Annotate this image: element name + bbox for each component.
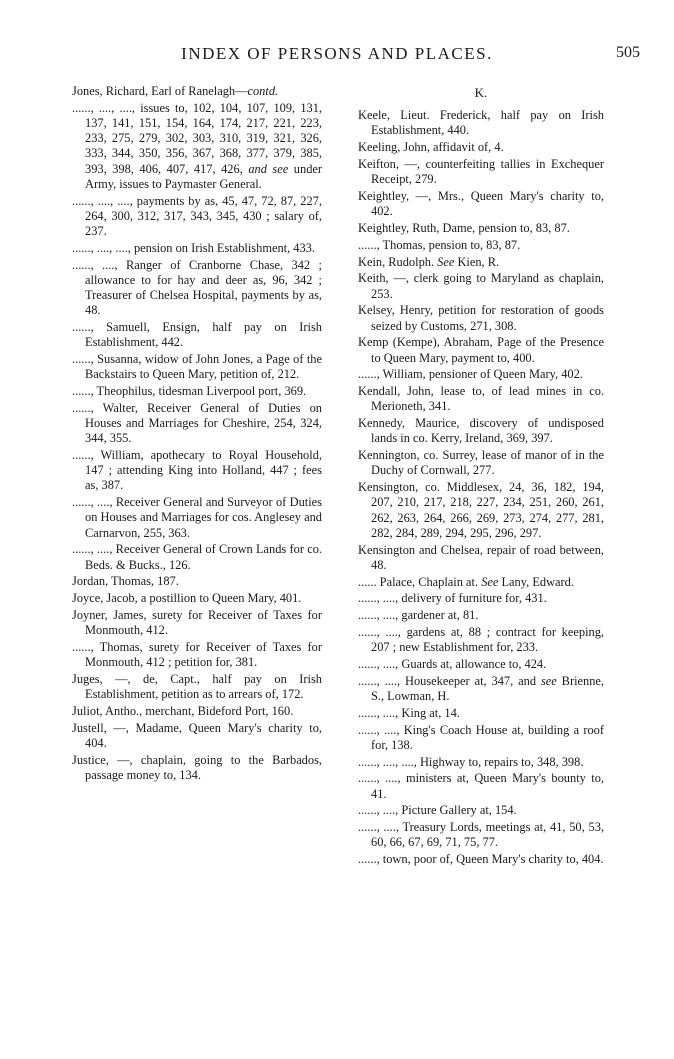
entry-text: Kensington, co. Middlesex, 24, 36, 182, 194, 207, 210, 217, 218, 227, 234, 251, 260, 261, 262, 263, 264, 266, 269, 273, 274, 277, 281, 282, 284, 289, 294, 295, 296, 297. <box>358 480 604 540</box>
index-entry <box>358 238 604 253</box>
entry-italic-text: and see <box>248 161 289 176</box>
entry-text: Jordan, Thomas, 187. <box>72 574 179 589</box>
entry-text: ...... Palace, Chaplain at. <box>358 574 482 589</box>
entry-text: ......, ...., Guards at, allowance to, 424. <box>358 656 547 671</box>
entry-text: ......, ...., ...., payments by as, 45, 47, 72, 87, 227, 264, 300, 312, 317, 343, 345, 430 ; salary of, 237. <box>72 193 322 239</box>
index-entry <box>72 591 322 606</box>
index-entry <box>72 241 322 256</box>
entry-text: Keightley, —, Mrs., Queen Mary's charity to, 402. <box>358 189 604 219</box>
index-entry <box>358 543 604 573</box>
index-entry <box>358 852 604 867</box>
entry-text: Keightley, Ruth, Dame, pension to, 83, 87. <box>358 221 570 235</box>
entry-text: ......, ...., ...., Highway to, repairs to, 348, 398. <box>358 754 584 769</box>
index-entry <box>358 771 604 801</box>
entry-italic-text: See <box>437 254 455 269</box>
entry-tail-text: Lany, Edward. <box>498 574 574 589</box>
index-entry <box>72 101 322 192</box>
entry-text: Jones, Richard, Earl of Ranelagh— <box>72 84 248 98</box>
index-entry <box>358 367 604 382</box>
entry-text: Keith, —, clerk going to Maryland as chaplain, 253. <box>358 271 604 301</box>
index-entry <box>358 723 604 753</box>
index-entry <box>72 753 322 783</box>
entry-tail-text: under Army, issues to Paymaster General. <box>85 161 323 191</box>
index-entry <box>358 803 604 818</box>
index-entry <box>72 721 322 751</box>
index-entry <box>72 384 322 399</box>
index-entry <box>72 84 322 99</box>
entry-text: ......, Thomas, surety for Receiver of Taxes for Monmouth, 412 ; petition for, 381. <box>72 640 322 670</box>
index-entry <box>358 416 604 446</box>
entry-italic-text: see <box>540 673 557 688</box>
entry-text: Justell, —, Madame, Queen Mary's charity to, 404. <box>72 720 322 751</box>
index-entry <box>358 820 604 850</box>
entry-text: Juges, —, de, Capt., half pay on Irish Establishment, petition as to arrears of, 172. <box>72 672 322 702</box>
entry-text: Joyner, James, surety for Receiver of Taxes for Monmouth, 412. <box>72 608 322 638</box>
entry-tail-text: Kien, R. <box>454 254 500 269</box>
index-entry <box>358 303 604 333</box>
entry-text: Keele, Lieut. Frederick, half pay on Irish Establishment, 440. <box>358 108 604 138</box>
running-head <box>0 44 674 68</box>
index-entry <box>358 271 604 301</box>
index-entry <box>358 706 604 721</box>
entry-text: ......, ...., delivery of furniture for, 431. <box>358 591 547 606</box>
index-entry <box>358 157 604 187</box>
entry-text: Juliot, Antho., merchant, Bideford Port, 160. <box>72 704 294 719</box>
index-column-left <box>72 84 322 785</box>
entry-italic-text: See <box>481 574 499 589</box>
entry-text: Keeling, John, affidavit of, 4. <box>358 140 504 155</box>
entry-text: ......, Susanna, widow of John Jones, a Page of the Backstairs to Queen Mary, petition of, 212. <box>72 352 322 382</box>
entry-text: ......, ...., Receiver General and Surveyor of Duties on Houses and Marriages for cos. Anglesey and Carnarvon, 255, 363. <box>72 495 322 540</box>
entry-text: ......, ...., Ranger of Cranborne Chase, 342 ; allowance to for hay and deer as, 96, 342 ; Treasurer of Chelsea Hospital, payments by as, 48. <box>72 257 322 318</box>
entry-text: ......, ...., Receiver General of Crown Lands for co. Beds. & Bucks., 126. <box>72 542 322 572</box>
entry-text: ......, Samuell, Ensign, half pay on Irish Establishment, 442. <box>72 320 322 350</box>
section-letter: K. <box>474 85 488 100</box>
entry-text: ......, ...., gardener at, 81. <box>358 608 479 623</box>
index-entry <box>72 640 322 670</box>
entry-text: ......, ...., ministers at, Queen Mary's bounty to, 41. <box>358 771 604 801</box>
entry-text: ......, William, pensioner of Queen Mary, 402. <box>358 367 583 382</box>
index-entry <box>72 704 322 719</box>
index-entry <box>358 755 604 770</box>
index-entry <box>72 258 322 319</box>
entry-text: ......, ...., Housekeeper at, 347, and <box>358 673 541 688</box>
index-entry <box>72 320 322 350</box>
entry-text: ......, Theophilus, tidesman Liverpool port, 369. <box>72 384 307 399</box>
entry-text: Kensington and Chelsea, repair of road between, 48. <box>358 542 604 572</box>
index-entry <box>358 480 604 541</box>
entry-text: ......, town, poor of, Queen Mary's charity to, 404. <box>358 852 604 867</box>
index-entry <box>72 672 322 702</box>
index-entry <box>358 657 604 672</box>
index-entry <box>72 574 322 589</box>
index-entry <box>358 448 604 478</box>
index-entry <box>358 221 604 236</box>
index-entry <box>358 335 604 365</box>
index-entry <box>358 189 604 219</box>
entry-tail-text: Brienne, S., Lowman, H. <box>371 673 604 703</box>
index-entry <box>358 108 604 138</box>
entry-text: Kemp (Kempe), Abraham, Page of the Presence to Queen Mary, payment to, 400. <box>358 335 604 365</box>
entry-text: Keifton, —, counterfeiting tallies in Exchequer Receipt, 279. <box>358 157 604 187</box>
index-entry <box>72 542 322 572</box>
index-entry <box>72 608 322 638</box>
page-number: 505 <box>616 44 640 61</box>
index-entry <box>358 591 604 606</box>
entry-text: ......, ...., gardens at, 88 ; contract for keeping, 207 ; new Establishment for, 233. <box>358 624 604 655</box>
index-entry <box>358 608 604 623</box>
entry-text: Kendall, John, lease to, of lead mines in co. Merioneth, 341. <box>358 384 604 414</box>
entry-text: ......, ...., King's Coach House at, building a roof for, 138. <box>358 722 604 752</box>
index-entry <box>358 625 604 655</box>
entry-text: ......, Walter, Receiver General of Duties on Houses and Marriages for Cheshire, 254, 324, 344, 355. <box>72 400 322 446</box>
entry-text: ......, Thomas, pension to, 83, 87. <box>358 237 521 252</box>
entry-text: Justice, —, chaplain, going to the Barbados, passage money to, 134. <box>72 752 322 783</box>
index-entry <box>358 575 604 590</box>
index-entry <box>72 495 322 541</box>
entry-text: ......, ...., ...., issues to, 102, 104, 107, 109, 131, 137, 141, 151, 154, 164, 174, 217, 221, 223, 233, 275, 279, 302, 303, 310, 319, 321, 326, 333, 344, 350, 356, 367, 368, 377, 379, 385, 393, 398, 406, 407, 417, 426, <box>72 100 322 176</box>
index-entry <box>358 384 604 414</box>
entry-text: ......, ...., Picture Gallery at, 154. <box>358 803 517 818</box>
entry-text: Joyce, Jacob, a postillion to Queen Mary, 401. <box>72 591 302 606</box>
index-entry <box>72 448 322 494</box>
index-entry <box>72 401 322 447</box>
entry-text: Kennington, co. Surrey, lease of manor of in the Duchy of Cornwall, 277. <box>358 448 604 478</box>
entry-text: ......, ...., King at, 14. <box>358 705 460 720</box>
entry-text: Kelsey, Henry, petition for restoration of goods seized by Customs, 271, 308. <box>358 303 604 333</box>
entry-text: Kennedy, Maurice, discovery of undisposed lands in co. Kerry, Ireland, 369, 397. <box>358 416 604 446</box>
index-column-right <box>358 84 604 869</box>
index-entry <box>72 194 322 240</box>
entry-italic-text: contd. <box>247 84 279 98</box>
entry-text: Kein, Rudolph. <box>358 254 438 269</box>
index-entry <box>358 255 604 270</box>
page-title: INDEX OF PERSONS AND PLACES. <box>181 44 493 63</box>
entry-text: ......, ...., Treasury Lords, meetings at, 41, 50, 53, 60, 66, 67, 69, 71, 75, 77. <box>358 820 604 850</box>
entry-text: ......, ...., ...., pension on Irish Establishment, 433. <box>72 240 315 255</box>
index-entry <box>358 140 604 155</box>
entry-text: ......, William, apothecary to Royal Household, 147 ; attending King into Holland, 447 ; fees as, 387. <box>72 448 322 493</box>
index-entry <box>72 352 322 382</box>
index-entry <box>358 674 604 704</box>
